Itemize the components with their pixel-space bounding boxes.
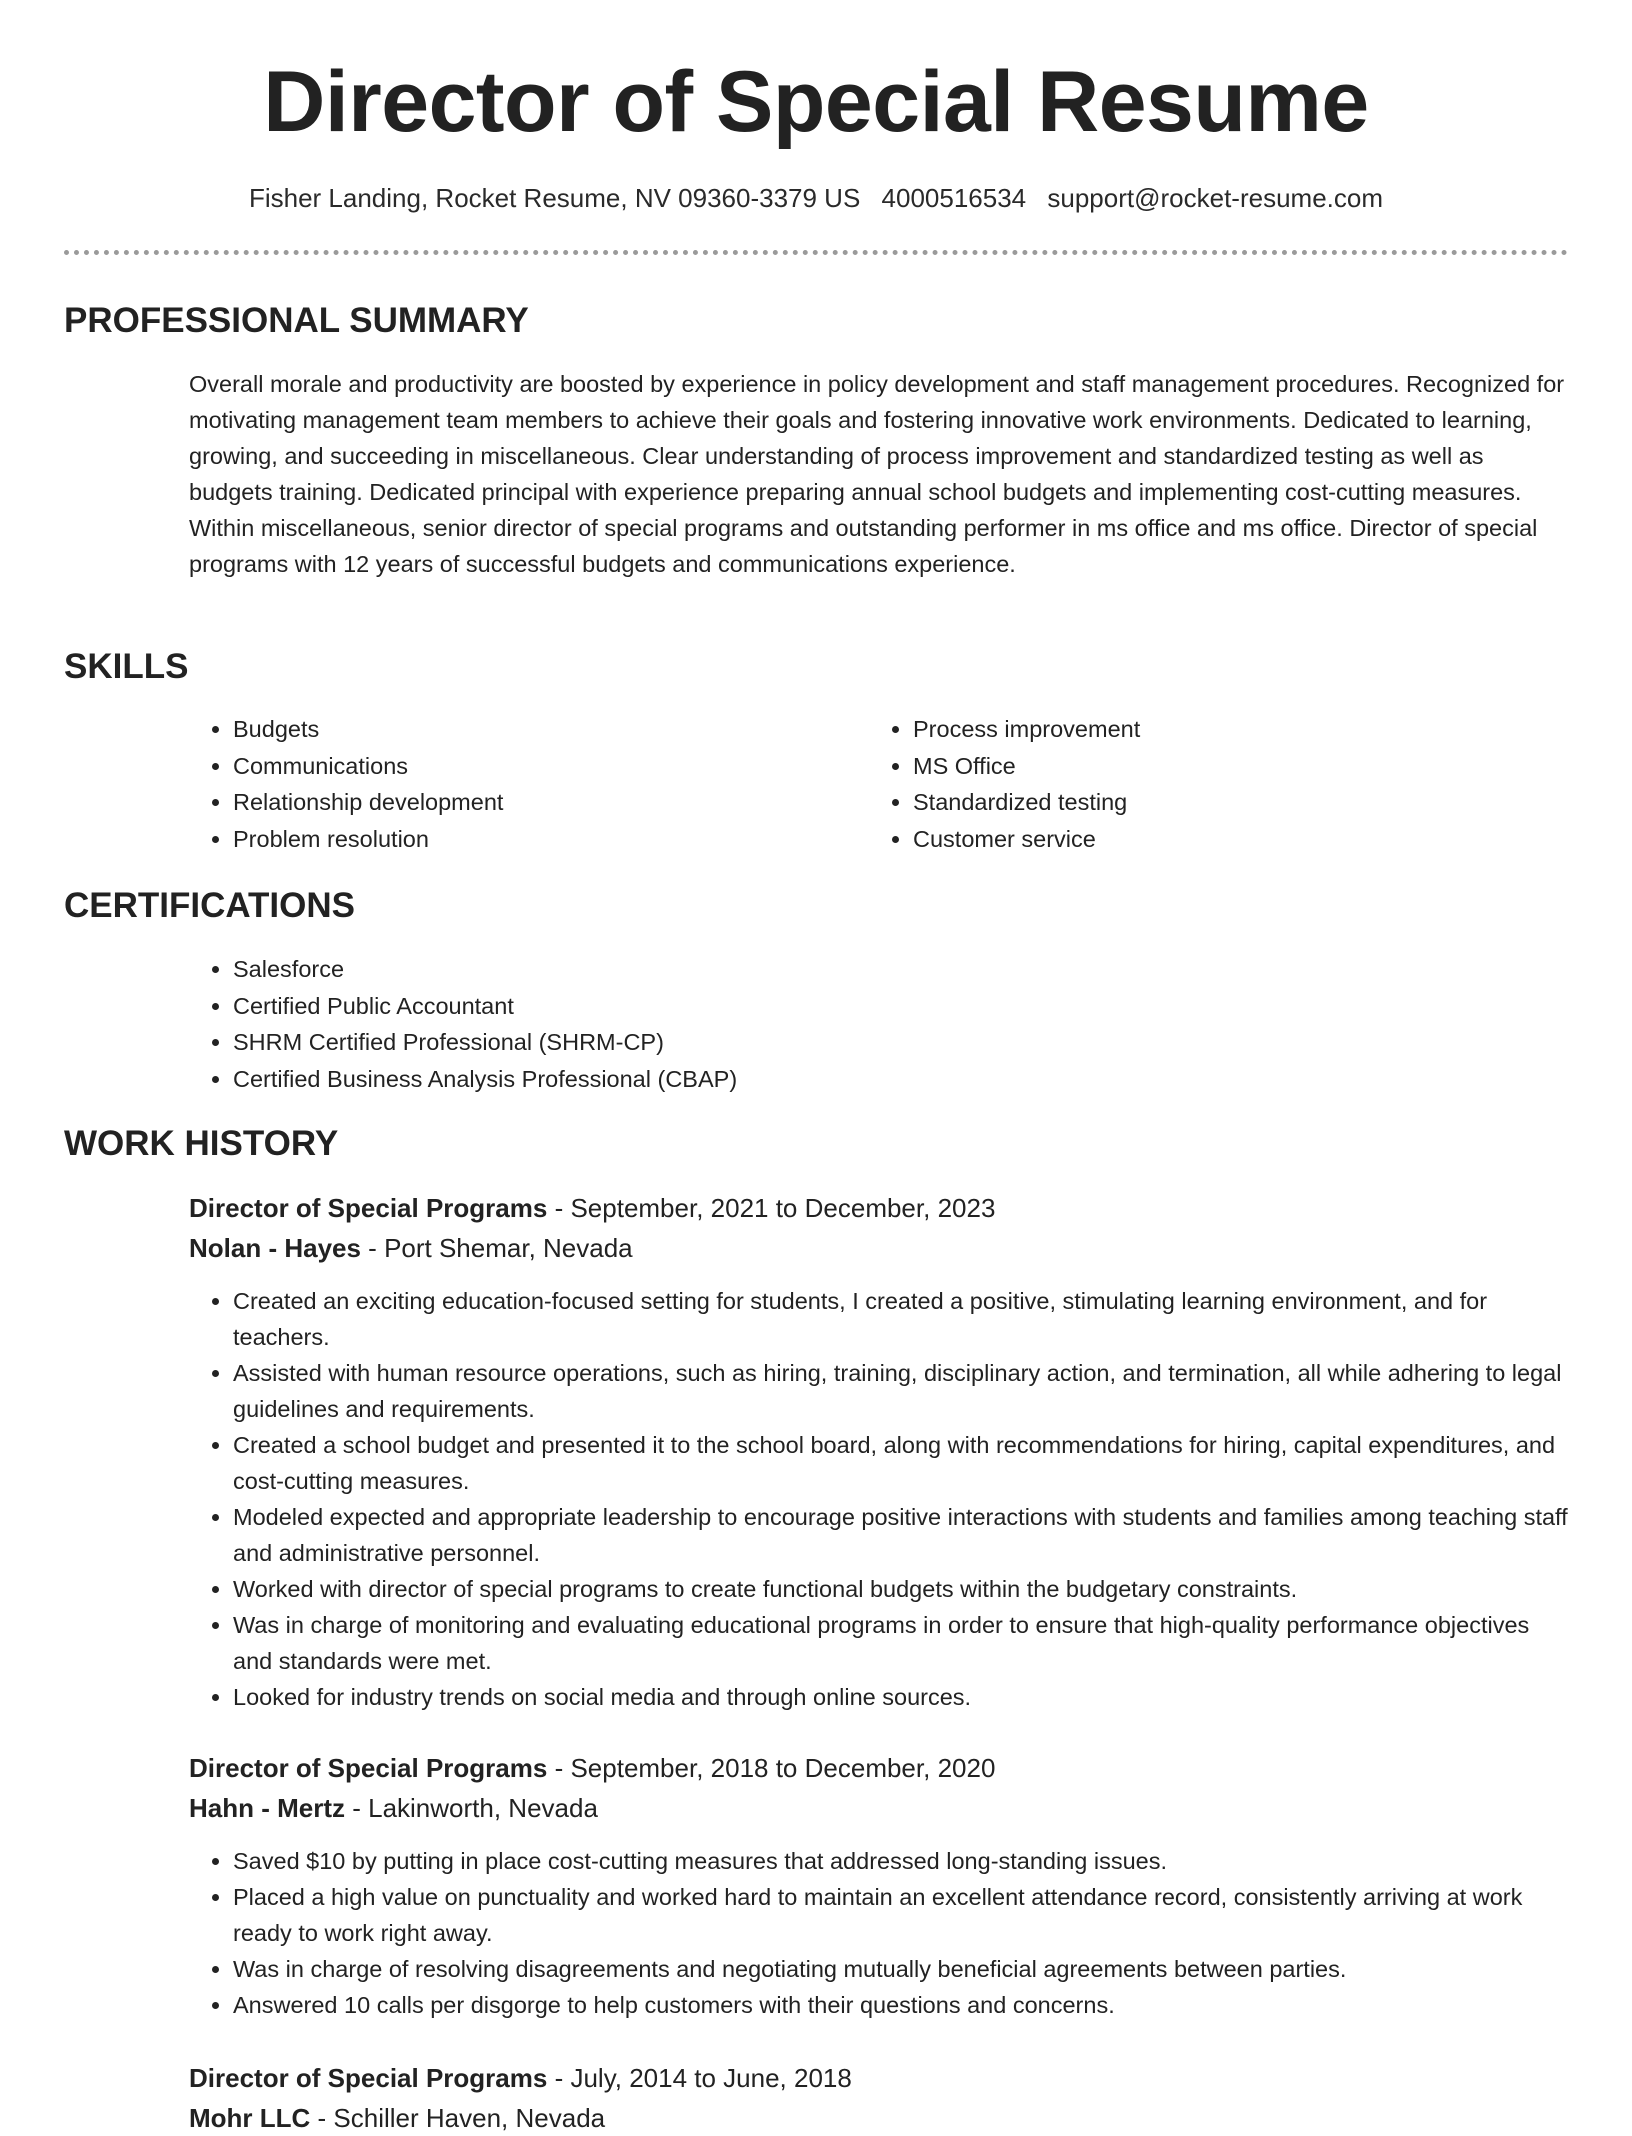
skill-item: • Customer service <box>913 821 1513 858</box>
skills-list-right <box>869 711 1513 857</box>
job-title-line: Director of Special Programs - September, 2018 to December, 2020 <box>189 1753 996 1783</box>
job-bullet: • Saved $10 by putting in place cost-cutting measures that addressed long-standing issues. <box>233 1843 1569 1879</box>
header-divider <box>64 250 1568 255</box>
section-title-skills: SKILLS <box>64 647 189 686</box>
job-bullet: • Created an exciting education-focused setting for students, I created a positive, stimulating learning environment, and for teachers. <box>233 1283 1569 1355</box>
summary-text: Overall morale and productivity are boosted by experience in policy development and staff management procedures. Recognized for motivating management team members to achieve their goals and fostering innovative work environments. Dedicated to learning, growing, and succeeding in miscellaneous. Clear understanding of process improvement and standardized testing as well as budgets training. Dedicated principal with experience preparing annual school budgets and implementing cost-cutting measures. Within miscellaneous, senior director of special programs and outstanding performer in ms office and ms office. Director of special programs with 12 years of successful budgets and communications experience. <box>189 371 1565 577</box>
skill-item: • MS Office <box>913 748 1513 785</box>
certification-item: • SHRM Certified Professional (SHRM-CP) <box>233 1024 1613 1061</box>
section-title-work-history: WORK HISTORY <box>64 1124 339 1163</box>
job-bullet: • Assisted with human resource operations, such as hiring, training, disciplinary action, and termination, all while adhering to legal guidelines and requirements. <box>233 1355 1569 1427</box>
certifications-list <box>189 951 1613 1097</box>
job-company-line: Hahn - Mertz - Lakinworth, Nevada <box>189 1793 598 1823</box>
job-bullet: • Looked for industry trends on social media and through online sources. <box>233 1679 1569 1715</box>
skill-item: • Communications <box>233 748 833 785</box>
job-role: Director of Special Programs <box>189 1193 548 1223</box>
contact-email[interactable]: support@rocket-resume.com <box>1047 183 1384 213</box>
job-dates: September, 2018 to December, 2020 <box>570 1753 996 1783</box>
job-bullets <box>189 1283 1569 1715</box>
job-bullet: • Created a school budget and presented it to the school board, along with recommendations for hiring, capital expenditures, and cost-cutting measures. <box>233 1427 1569 1499</box>
certification-item: • Certified Public Accountant <box>233 988 1613 1025</box>
job-location: Lakinworth, Nevada <box>368 1793 598 1823</box>
job-title-line: Director of Special Programs - September, 2021 to December, 2023 <box>189 1193 996 1223</box>
skill-item: • Relationship development <box>233 784 833 821</box>
contact-phone: 4000516534 <box>881 183 1027 213</box>
section-title-summary: PROFESSIONAL SUMMARY <box>64 301 529 340</box>
job-company-line: Nolan - Hayes - Port Shemar, Nevada <box>189 1233 633 1263</box>
job-dates: September, 2021 to December, 2023 <box>570 1193 996 1223</box>
job-company: Mohr LLC <box>189 2103 311 2133</box>
contact-address: Fisher Landing, Rocket Resume, NV 09360-3379 US <box>248 183 861 213</box>
certification-item: • Salesforce <box>233 951 1613 988</box>
job-bullet: • Answered 10 calls per disgorge to help customers with their questions and concerns. <box>233 1987 1569 2023</box>
job-title-line: Director of Special Programs - July, 2014 to June, 2018 <box>189 2063 852 2093</box>
resume-title: Director of Special Resume <box>263 54 1369 150</box>
job-bullet: • Placed a high value on punctuality and worked hard to maintain an excellent attendance record, consistently arriving at work ready to work right away. <box>233 1879 1569 1951</box>
job-location: Port Shemar, Nevada <box>384 1233 633 1263</box>
skill-item: • Budgets <box>233 711 833 748</box>
skills-list-left <box>189 711 833 857</box>
job-bullets <box>189 1843 1569 2023</box>
skill-item: • Process improvement <box>913 711 1513 748</box>
job-dates: July, 2014 to June, 2018 <box>570 2063 852 2093</box>
job-bullet: • Was in charge of monitoring and evaluating educational programs in order to ensure that high-quality performance objectives and standards were met. <box>233 1607 1569 1679</box>
job-bullet: • Worked with director of special programs to create functional budgets within the budgetary constraints. <box>233 1571 1569 1607</box>
job-bullet: • Was in charge of resolving disagreements and negotiating mutually beneficial agreements between parties. <box>233 1951 1569 1987</box>
contact-line <box>0 180 1632 216</box>
job-location: Schiller Haven, Nevada <box>333 2103 606 2133</box>
certification-item: • Certified Business Analysis Professional (CBAP) <box>233 1061 1613 1098</box>
job-company: Nolan - Hayes <box>189 1233 361 1263</box>
section-title-certifications: CERTIFICATIONS <box>64 886 356 925</box>
skill-item: • Standardized testing <box>913 784 1513 821</box>
job-company: Hahn - Mertz <box>189 1793 345 1823</box>
skill-item: • Problem resolution <box>233 821 833 858</box>
job-bullet: • Modeled expected and appropriate leadership to encourage positive interactions with students and families among teaching staff and administrative personnel. <box>233 1499 1569 1571</box>
job-role: Director of Special Programs <box>189 2063 548 2093</box>
job-company-line: Mohr LLC - Schiller Haven, Nevada <box>189 2103 606 2133</box>
job-role: Director of Special Programs <box>189 1753 548 1783</box>
